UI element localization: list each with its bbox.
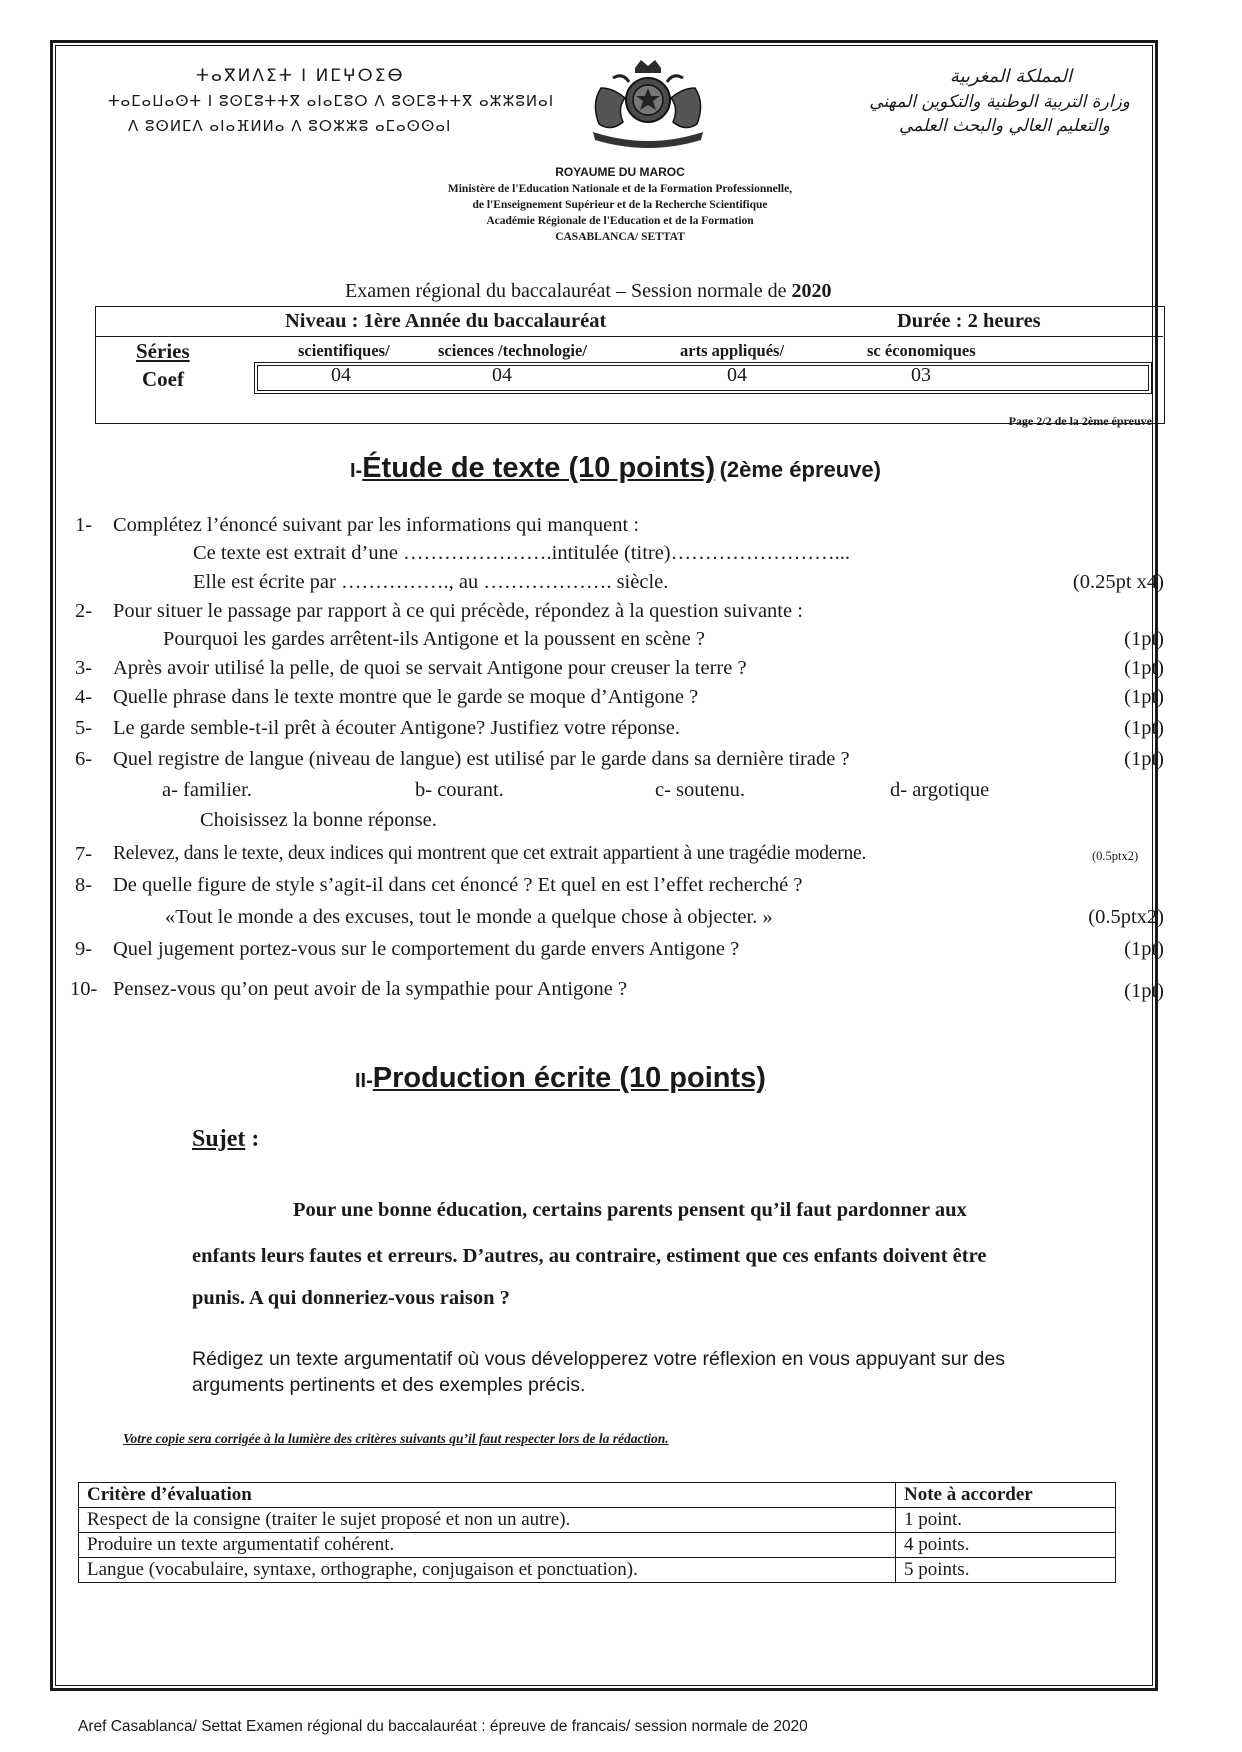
table-cell: Respect de la consigne (traiter le sujet proposé et non un autre). (79, 1508, 896, 1533)
series-sciences-technologie: sciences /technologie/ (438, 341, 587, 360)
coef-label: Coef (142, 367, 184, 391)
page-footer: Aref Casablanca/ Settat Examen régional du baccalauréat : épreuve de francais/ session normale de 2020 (78, 1718, 808, 1735)
table-cell: 5 points. (896, 1558, 1116, 1583)
duree-label: Durée : 2 heures (897, 310, 1041, 332)
question-points: (1pt) (1124, 686, 1164, 708)
table-cell: Produire un texte argumentatif cohérent. (79, 1533, 896, 1558)
question-number: 3- (75, 657, 93, 679)
question-text: Le garde semble-t-il prêt à écouter Antigone? Justifiez votre réponse. (113, 717, 680, 739)
arabic-line-3: والتعليم العالي والبحث العلمي (899, 116, 1110, 136)
part1-title: Étude de texte (10 points) (362, 452, 716, 484)
question-text: Quelle phrase dans le texte montre que le garde se moque d’Antigone ? (113, 686, 699, 708)
page-note: Page 2/2 de la 2ème épreuve (1008, 414, 1152, 428)
coef-arts-appliques: 04 (727, 364, 747, 386)
series-label: Séries (136, 339, 190, 363)
choice-d: d- argotique (890, 779, 990, 801)
choose-instruction: Choisissez la bonne réponse. (200, 809, 437, 831)
question-points: (1pt) (1124, 938, 1164, 960)
criteria-note: Votre copie sera corrigée à la lumière des critères suivants qu’il faut respecter lors de la rédaction. (123, 1431, 669, 1446)
table-row (79, 1508, 1116, 1533)
question-points: (1pt) (1124, 717, 1164, 739)
exam-info-divider (95, 336, 1163, 337)
question-number: 10- (70, 978, 98, 1000)
question-number: 6- (75, 748, 93, 770)
question-points: (1pt) (1124, 657, 1164, 679)
choice-b: b- courant. (415, 779, 504, 801)
question-number: 4- (75, 686, 93, 708)
coef-row-box (254, 362, 1152, 394)
question-text: Pour situer le passage par rapport à ce qui précède, répondez à la question suivante : (113, 600, 803, 622)
question-points: (0.25pt x4) (1072, 571, 1164, 593)
table-cell: 4 points. (896, 1533, 1116, 1558)
question-points: (0.5ptx2) (1092, 849, 1139, 863)
question-points: (1pt) (1124, 748, 1164, 770)
question-text: Quel registre de langue (niveau de langue) est utilisé par le garde dans sa dernière tirade ? (113, 748, 850, 770)
ministry-line-3: Académie Régionale de l'Education et de la Formation (486, 215, 754, 227)
series-scientifiques: scientifiques/ (298, 341, 390, 360)
question-number: 9- (75, 938, 93, 960)
table-cell: Langue (vocabulaire, syntaxe, orthographe, conjugaison et ponctuation). (79, 1558, 896, 1583)
table-header-cell: Note à accorder (896, 1483, 1116, 1508)
choice-a: a- familier. (162, 779, 252, 801)
ministry-line-2: de l'Enseignement Supérieur et de la Recherche Scientifique (472, 199, 768, 211)
coef-sc-economiques: 03 (911, 364, 931, 386)
tifinagh-line-1: ⵜⴰⴳⵍⴷⵉⵜ ⵏ ⵍⵎⵖⵔⵉⴱ (196, 66, 405, 86)
ministry-line-4: CASABLANCA/ SETTAT (555, 231, 685, 243)
question-number: 5- (75, 717, 93, 739)
part1-heading: I-Étude de texte (10 points) (2ème épreuve) (350, 452, 881, 484)
question-text: Pensez-vous qu’on peut avoir de la sympathie pour Antigone ? (113, 978, 628, 1000)
table-row (79, 1533, 1116, 1558)
question-text: Elle est écrite par ……………., au ………………. siècle. (193, 571, 669, 593)
question-text: Quel jugement portez-vous sur le comportement du garde envers Antigone ? (113, 938, 740, 960)
moroccan-coat-of-arms-emblem (583, 58, 713, 154)
arabic-line-2: وزارة التربية الوطنية والتكوين المهني (869, 92, 1130, 112)
table-cell: 1 point. (896, 1508, 1116, 1533)
question-text: De quelle figure de style s’agit-il dans cet énoncé ? Et quel en est l’effet recherché ? (113, 874, 803, 896)
question-number: 2- (75, 600, 93, 622)
niveau-label: Niveau : 1ère Année du baccalauréat (285, 310, 607, 332)
question-number: 8- (75, 874, 93, 896)
instruction-line-2: arguments pertinents et des exemples précis. (192, 1374, 586, 1396)
sujet-line-3: punis. A qui donneriez-vous raison ? (192, 1287, 510, 1309)
tifinagh-line-2: ⵜⴰⵎⴰⵡⴰⵙⵜ ⵏ ⵓⵙⵎⵓⵜⵜⴳ ⴰⵏⴰⵎⵓⵔ ⴷ ⵓⵙⵎⵓⵜⵜⴳ ⴰⵣⵣⵓⵍⴰⵏ (108, 92, 555, 110)
question-points: (0.5ptx2) (1088, 906, 1164, 928)
table-row (79, 1558, 1116, 1583)
part2-title: Production écrite (10 points) (372, 1062, 766, 1094)
coef-sciences-technologie: 04 (492, 364, 512, 386)
choice-c: c- soutenu. (655, 779, 745, 801)
exam-title: Examen régional du baccalauréat – Session normale de 2020 (345, 280, 832, 302)
sujet-heading: Sujet : (192, 1126, 260, 1152)
sujet-line-1: Pour une bonne éducation, certains parents pensent qu’il faut pardonner aux (293, 1199, 967, 1221)
question-points: (1pt) (1124, 980, 1164, 1002)
question-text: Complétez l’énoncé suivant par les informations qui manquent : (113, 514, 640, 536)
instruction-line-1: Rédigez un texte argumentatif où vous développerez votre réflexion en vous appuyant sur des (192, 1348, 1006, 1370)
table-header-row (79, 1483, 1116, 1508)
tifinagh-line-3: ⴷ ⵓⵙⵍⵎⴷ ⴰⵏⴰⴼⵍⵍⴰ ⴷ ⵓⵔⵣⵣⵓ ⴰⵎⴰⵙⵙⴰⵏ (128, 117, 452, 135)
part1-suffix: (2ème épreuve) (719, 457, 881, 482)
series-arts-appliques: arts appliqués/ (680, 341, 785, 360)
question-points: (1pt) (1124, 628, 1164, 650)
series-sc-economiques: sc économiques (867, 341, 976, 360)
part2-heading: II-Production écrite (10 points) (355, 1062, 766, 1094)
question-number: 1- (75, 514, 93, 536)
sujet-line-2: enfants leurs fautes et erreurs. D’autres, au contraire, estiment que ces enfants doivent être (192, 1245, 987, 1267)
question-text: Après avoir utilisé la pelle, de quoi se servait Antigone pour creuser la terre ? (113, 657, 747, 679)
ministry-line-1: Ministère de l'Education Nationale et de la Formation Professionnelle, (447, 183, 793, 195)
question-number: 7- (75, 843, 93, 865)
kingdom-name: ROYAUME DU MAROC (555, 165, 685, 179)
arabic-line-1: المملكة المغربية (949, 66, 1072, 87)
question-text: Relevez, dans le texte, deux indices qui montrent que cet extrait appartient à une tragédie moderne. (113, 843, 867, 864)
question-text: «Tout le monde a des excuses, tout le monde a quelque chose à objecter. » (165, 906, 773, 928)
table-header-cell: Critère d’évaluation (79, 1483, 896, 1508)
criteria-table (78, 1482, 1116, 1583)
question-text: Ce texte est extrait d’une ………………….intitulée (titre)……………………... (193, 542, 851, 564)
question-text: Pourquoi les gardes arrêtent-ils Antigone et la poussent en scène ? (163, 628, 705, 650)
coef-scientifiques: 04 (331, 364, 351, 386)
